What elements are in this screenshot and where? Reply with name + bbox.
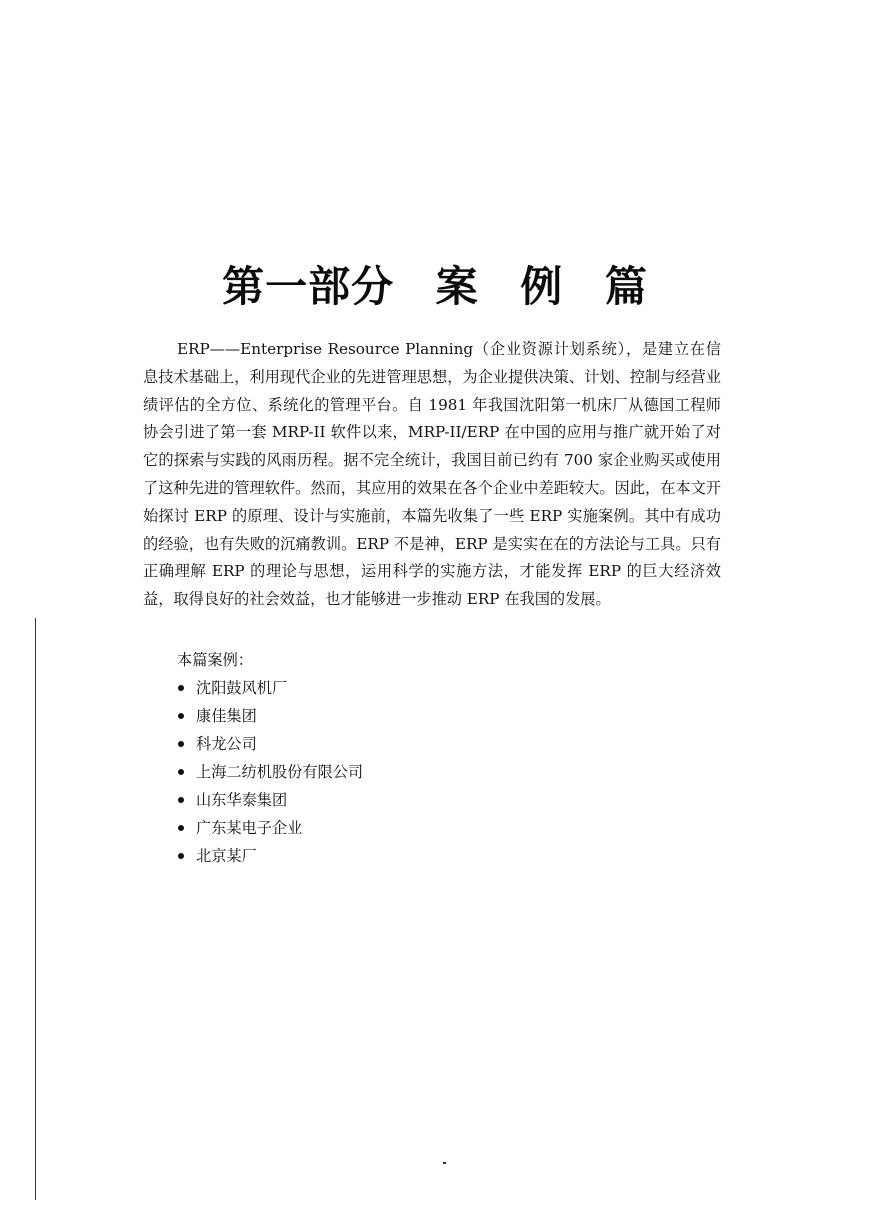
- case-name: 康佳集团: [196, 707, 257, 725]
- list-item: [178, 842, 363, 870]
- case-name: 山东华泰集团: [196, 791, 288, 809]
- bullet-icon: [178, 685, 184, 691]
- case-name: 上海二纺机股份有限公司: [196, 763, 364, 781]
- page-edge-rule: [35, 618, 36, 1200]
- list-item: [178, 730, 363, 758]
- list-item: [178, 786, 363, 814]
- list-item: [178, 702, 363, 730]
- bullet-icon: [178, 769, 184, 775]
- bullet-icon: [178, 825, 184, 831]
- bullet-icon: [178, 713, 184, 719]
- footer-mark: [443, 1162, 446, 1164]
- case-name: 广东某电子企业: [196, 819, 303, 837]
- case-name: 北京某厂: [196, 847, 257, 865]
- intro-paragraph: ERP——Enterprise Resource Planning（企业资源计划系统），是建立在信息技术基础上，利用现代企业的先进管理思想，为企业提供决策、计划、控制与经营业绩评估的全方位、系统化的管理平台。自 1981 年我国沈阳第一机床厂从德国工程师协会引进了第一套 MRP-II 软件以来，MRP-II/ERP 在中国的应用与推广就开始了对它的探索与实践的风雨历程。据不完全统计，我国目前已约有 700 家企业购买或使用了这种先进的管理软件。然而，其应用的效果在各个企业中差距较大。因此，在本文开始探讨 ERP 的原理、设计与实施前，本篇先收集了一些 ERP 实施案例。其中有成功的经验，也有失败的沉痛教训。ERP 不是神，ERP 是实实在在的方法论与工具。只有正确理解 ERP 的理论与思想，运用科学的实施方法，才能发挥 ERP 的巨大经济效益，取得良好的社会效益，也才能够进一步推动 ERP 在我国的发展。: [143, 340, 721, 609]
- bullet-icon: [178, 797, 184, 803]
- bullet-icon: [178, 741, 184, 747]
- page-title: 第一部分 案 例 篇: [222, 262, 648, 312]
- case-list: [178, 674, 363, 870]
- list-item: [178, 814, 363, 842]
- list-item: [178, 674, 363, 702]
- list-item: [178, 758, 363, 786]
- case-list-heading: 本篇案例：: [177, 651, 253, 669]
- case-name: 沈阳鼓风机厂: [196, 679, 288, 697]
- case-name: 科龙公司: [196, 735, 257, 753]
- bullet-icon: [178, 853, 184, 859]
